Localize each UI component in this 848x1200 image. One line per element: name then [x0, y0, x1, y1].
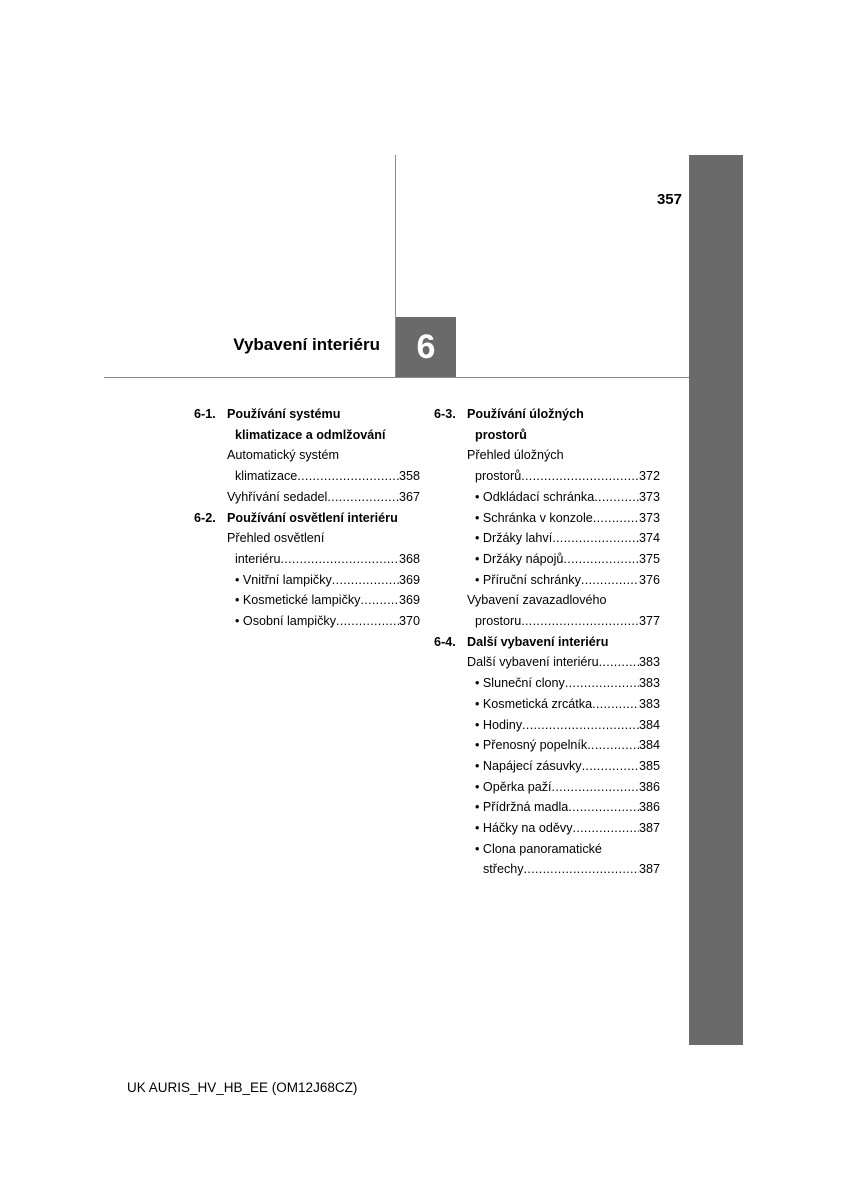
toc-entry-label: • Vnitřní lampičky: [235, 572, 332, 587]
toc-right-column: [430, 404, 660, 880]
toc-entry[interactable]: [467, 694, 660, 715]
toc-entry[interactable]: [467, 570, 660, 591]
leader-dots: [563, 549, 639, 570]
toc-page-number: 367: [398, 489, 420, 504]
toc-section: [190, 508, 420, 632]
toc-page-number: 375: [638, 551, 660, 566]
toc-entry-label: • Držáky lahví: [475, 531, 553, 546]
toc-page-number: 376: [638, 572, 660, 587]
toc-entry-label: • Příruční schránky: [475, 572, 581, 587]
section-title[interactable]: [467, 404, 660, 445]
toc-page-number: 373: [638, 510, 660, 525]
leader-dots: [336, 611, 399, 632]
page-number: 357: [656, 191, 682, 208]
section-number: 6-4.: [434, 634, 456, 649]
toc-entry[interactable]: [467, 487, 660, 508]
toc-entry-label: • Kosmetické lampičky: [235, 593, 361, 608]
toc-entry-label: • Osobní lampičky: [235, 614, 336, 629]
toc-entry-label: klimatizace: [235, 469, 298, 484]
toc-section: [190, 404, 420, 508]
toc-entry-label: prostoru: [475, 614, 522, 629]
toc-entry[interactable]: [467, 859, 660, 880]
section-title-line: prostorů: [475, 427, 527, 442]
section-number: 6-3.: [434, 407, 456, 421]
toc-entry-label: • Odkládací schránka: [475, 489, 595, 504]
toc-entry-heading[interactable]: Vybavení zavazadlového: [467, 593, 607, 608]
toc-entry-label: • Kosmetická zrcátka: [475, 696, 593, 711]
toc-page-number: 387: [638, 862, 660, 877]
toc-entry-heading[interactable]: • Clona panoramatické: [475, 841, 602, 856]
chapter-side-tab: [689, 155, 743, 1045]
toc-entry-label: • Háčky na oděvy: [475, 821, 573, 836]
leader-dots: [522, 715, 639, 736]
toc-entry[interactable]: [227, 466, 420, 487]
toc-entry-label: interiéru: [235, 551, 281, 566]
leader-dots: [568, 797, 639, 818]
leader-dots: [524, 859, 639, 880]
leader-dots: [360, 590, 399, 611]
toc-entry[interactable]: [467, 797, 660, 818]
leader-dots: [297, 466, 399, 487]
leader-dots: [565, 673, 639, 694]
toc-page-number: 377: [638, 614, 660, 629]
leader-dots: [592, 694, 639, 715]
toc-entry[interactable]: [227, 549, 420, 570]
section-title[interactable]: [467, 632, 660, 653]
chapter-number-box: [396, 317, 456, 377]
toc-page-number: 358: [398, 469, 420, 484]
chapter-title: Vybavení interiéru: [233, 335, 380, 354]
toc-entry-label: Další vybavení interiéru: [467, 655, 599, 670]
toc-entry-label: prostorů: [475, 469, 522, 484]
toc-page-number: 386: [638, 779, 660, 794]
leader-dots: [593, 508, 639, 529]
toc-page-number: 383: [638, 696, 660, 711]
toc-page-number: 368: [398, 551, 420, 566]
leader-dots: [573, 818, 639, 839]
leader-dots: [552, 528, 639, 549]
toc-entry-label: • Přenosný popelník: [475, 738, 588, 753]
toc-page-number: 369: [398, 593, 420, 608]
section-title-line: Používání osvětlení interiéru: [227, 510, 398, 525]
toc-entry[interactable]: [467, 756, 660, 777]
toc-entry[interactable]: [467, 735, 660, 756]
toc-entry[interactable]: [227, 487, 420, 508]
leader-dots: [332, 570, 399, 591]
toc-entry-label: • Hodiny: [475, 717, 523, 732]
toc-entry[interactable]: [467, 818, 660, 839]
leader-dots: [599, 652, 639, 673]
toc-entry[interactable]: [227, 611, 420, 632]
toc-entry-heading[interactable]: Přehled osvětlení: [227, 531, 325, 546]
toc-entry[interactable]: [467, 466, 660, 487]
toc-entry-label: • Sluneční clony: [475, 676, 565, 691]
toc-page-number: 383: [638, 676, 660, 691]
leader-dots: [521, 466, 639, 487]
toc-section: [430, 404, 660, 632]
toc-page-number: 373: [638, 489, 660, 504]
leader-dots: [552, 777, 639, 798]
toc-entry[interactable]: [467, 777, 660, 798]
leader-dots: [521, 611, 639, 632]
toc-page-number: 384: [638, 717, 660, 732]
toc-entry[interactable]: [467, 528, 660, 549]
leader-dots: [587, 735, 639, 756]
toc-page-number: 369: [398, 572, 420, 587]
section-title-line: Používání systému: [227, 407, 341, 421]
leader-dots: [281, 549, 399, 570]
toc-section: [430, 632, 660, 880]
toc-entry-label: • Schránka v konzole: [475, 510, 593, 525]
section-title-line: Používání úložných: [467, 407, 584, 421]
toc-page-number: 387: [638, 821, 660, 836]
section-title-line: klimatizace a odmlžování: [235, 427, 386, 442]
toc-entry[interactable]: [467, 673, 660, 694]
section-title-line: Další vybavení interiéru: [467, 634, 609, 649]
toc-entry[interactable]: [467, 549, 660, 570]
toc-entry-heading[interactable]: Automatický systém: [227, 448, 339, 463]
leader-dots: [327, 487, 399, 508]
section-number: 6-2.: [194, 510, 216, 525]
chapter-number: 6: [416, 327, 436, 366]
toc-page-number: 370: [398, 614, 420, 629]
section-title[interactable]: [227, 508, 420, 529]
toc-page-number: 385: [638, 758, 660, 773]
toc-entry-label: • Napájecí zásuvky: [475, 758, 582, 773]
toc-entry-heading[interactable]: Přehled úložných: [467, 448, 564, 463]
toc-entry[interactable]: [467, 652, 660, 673]
leader-dots: [581, 570, 639, 591]
toc-left-column: [190, 404, 420, 632]
footer-code: UK AURIS_HV_HB_EE (OM12J68CZ): [127, 1080, 358, 1095]
section-number: 6-1.: [194, 407, 216, 421]
toc-page-number: 372: [638, 469, 660, 484]
toc-page-number: 384: [638, 738, 660, 753]
leader-dots: [594, 487, 639, 508]
toc-entry[interactable]: [467, 715, 660, 736]
toc-entry[interactable]: [227, 570, 420, 591]
section-title[interactable]: [227, 404, 420, 445]
toc-page-number: 383: [638, 655, 660, 670]
toc-entry[interactable]: [227, 590, 420, 611]
toc-entry-label: • Držáky nápojů: [475, 551, 564, 566]
toc-entry-label: střechy: [483, 862, 524, 877]
toc-entry[interactable]: [467, 508, 660, 529]
leader-dots: [582, 756, 639, 777]
toc-page-number: 386: [638, 800, 660, 815]
horizontal-rule: [104, 377, 689, 378]
toc-entry[interactable]: [467, 611, 660, 632]
toc-entry-label: • Přídržná madla: [475, 800, 569, 815]
toc-entry-label: Vyhřívání sedadel: [227, 489, 328, 504]
toc-entry-label: • Opěrka paží: [475, 779, 552, 794]
toc-page-number: 374: [638, 531, 660, 546]
